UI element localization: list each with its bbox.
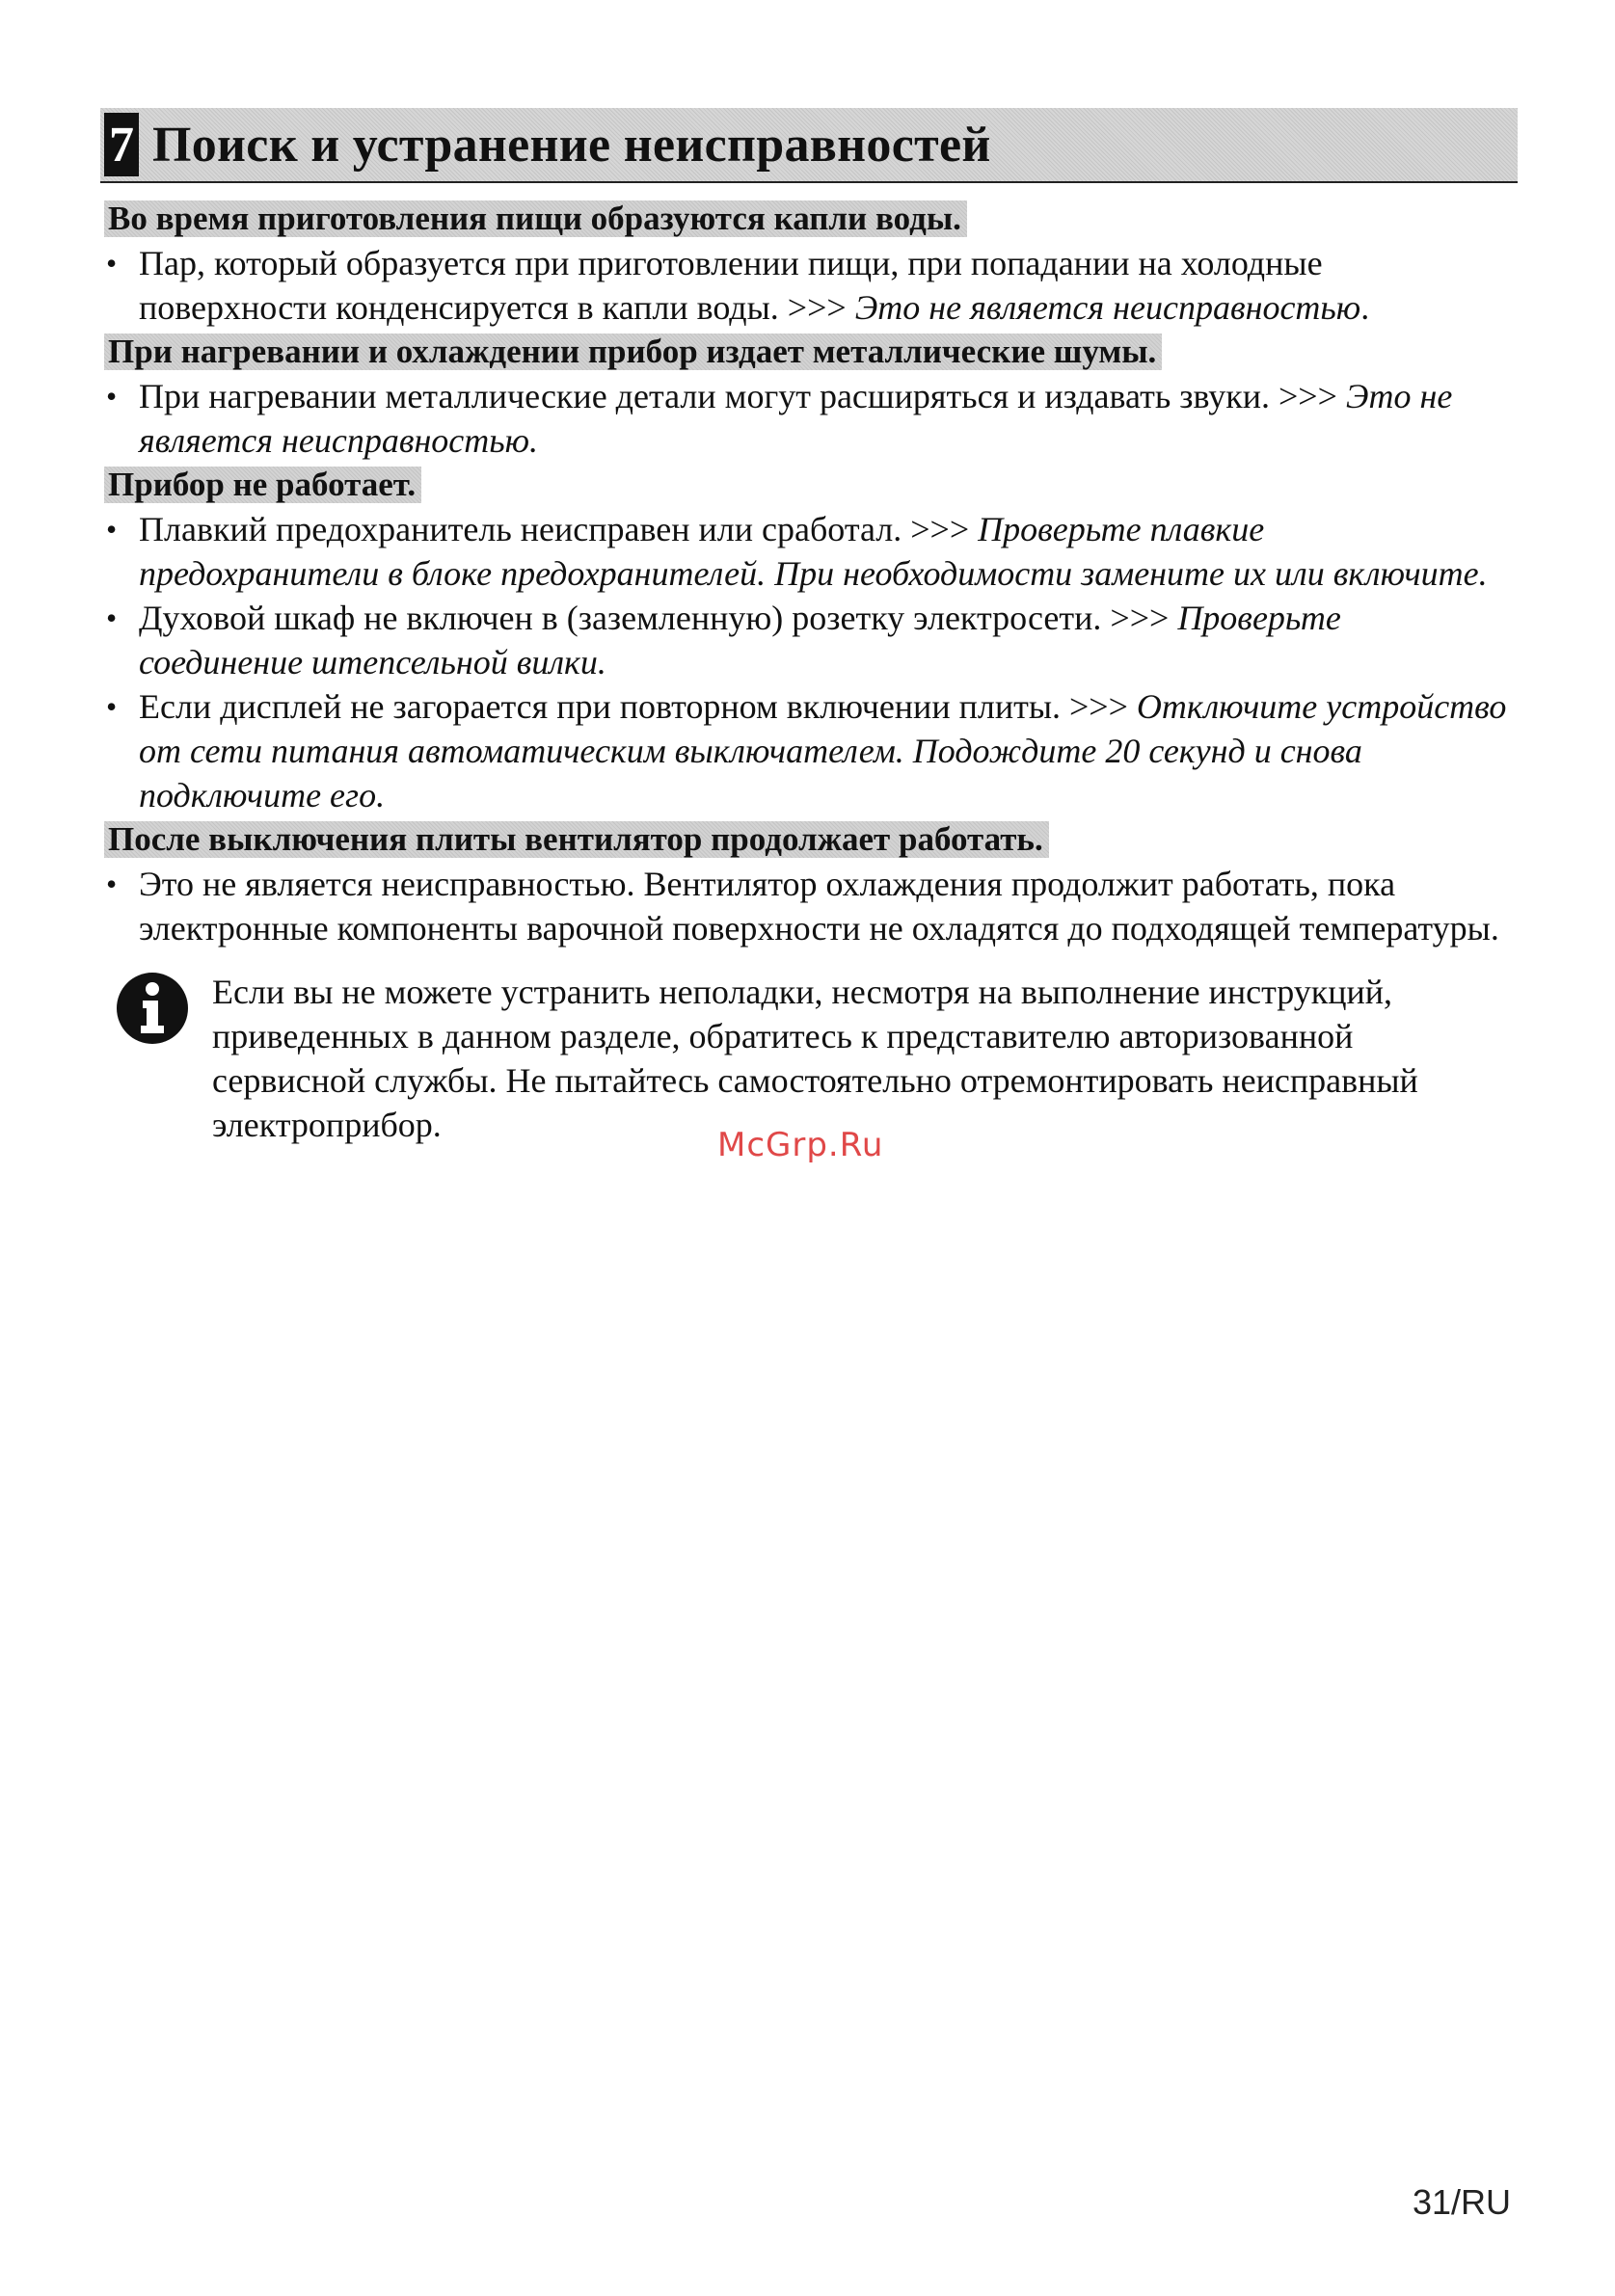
section-heading: Прибор не работает. [104,467,421,503]
list-item: • Это не является неисправностью. Вентилятор охлаждения продолжит работать, пока электронные компоненты варочной поверхности не охладятся до подходящей температуры. [104,862,1512,950]
section-water-drops [104,197,1512,330]
list-item: • Духовой шкаф не включен в (заземленную) розетку электросети. >>> Проверьте соединение штепсельной вилки. [104,596,1512,684]
chapter-number: 7 [104,113,139,176]
list-item: • Если дисплей не загорается при повторном включении плиты. >>> Отключите устройство от сети питания автоматическим выключателем. Подождите 20 секунд и снова подключите его. [104,684,1512,817]
list-item: • Плавкий предохранитель неисправен или сработал. >>> Проверьте плавкие предохранители в блоке предохранителей. При необходимости замените их или включите. [104,507,1512,596]
chapter-heading [100,108,1518,183]
troubleshooting-content [104,197,1512,1147]
info-icon [114,970,191,1047]
section-heading: Во время приготовления пищи образуются капли воды. [104,200,967,237]
page-number: 31/RU [1412,2182,1511,2222]
list-item: • При нагревании металлические детали могут расширяться и издавать звуки. >>> Это не является неисправностью. [104,374,1512,463]
section-metallic-noise [104,330,1512,463]
watermark: McGrp.Ru [717,1126,884,1164]
section-heading: После выключения плиты вентилятор продолжает работать. [104,821,1049,858]
chapter-title: Поиск и устранение неисправностей [152,117,991,173]
section-fan-running [104,817,1512,950]
info-note [104,970,1512,1147]
section-heading: При нагревании и охлаждении прибор издает металлические шумы. [104,334,1162,370]
list-item: • Пар, который образуется при приготовлении пищи, при попадании на холодные поверхности конденсируется в капли воды. >>> Это не является неисправностью. [104,241,1512,330]
info-note-text: Если вы не можете устранить неполадки, несмотря на выполнение инструкций, приведенных в данном разделе, обратитесь к представителю авторизованной сервисной службы. Не пытайтесь самостоятельно отремонтировать неисправный электроприбор. [212,973,1418,1144]
section-not-working [104,463,1512,817]
